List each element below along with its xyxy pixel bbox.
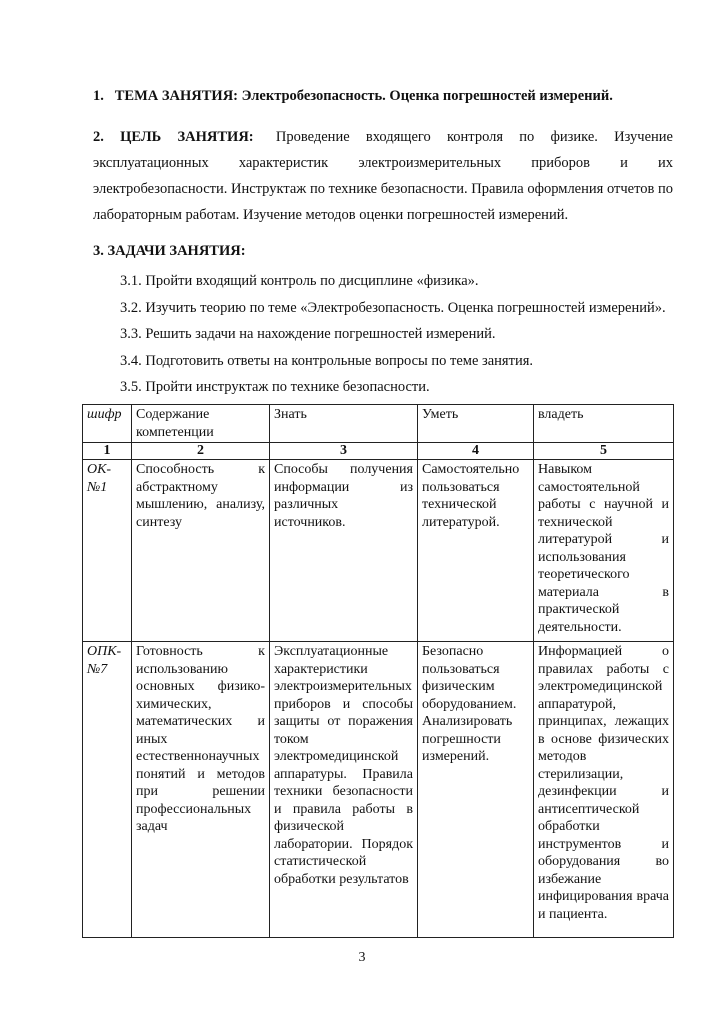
competency-master: Информацией о правилах работы с электромедицинской аппаратурой, принципах, лежащих в основе физических методов стерилизации, дезинфекции и антисептической обработки инструментов и оборудования во избежание инфицирования врача и пациента.	[534, 642, 674, 938]
goal-label: 2. ЦЕЛЬ ЗАНЯТИЯ:	[93, 129, 254, 145]
topic-label: ТЕМА ЗАНЯТИЯ:	[114, 88, 238, 104]
lesson-topic-heading	[93, 88, 673, 105]
competency-master: Навыком самостоятельной работы с научной и технической литературой и использования теоретического материала в практической деятельности.	[534, 460, 674, 642]
table-row	[83, 460, 674, 642]
header-master: владеть	[534, 405, 674, 443]
task-item: 3.3. Решить задачи на нахождение погрешностей измерений.	[120, 326, 496, 342]
table-number-row	[83, 443, 674, 460]
topic-text: Электробезопасность. Оценка погрешностей измерений.	[241, 88, 613, 104]
page-number: 3	[358, 950, 366, 965]
column-number: 2	[132, 443, 270, 460]
competency-content: Готовность к использованию основных физико-химических, математических и иных естественнонаучных понятий и методов при решении профессиональных задач	[132, 642, 270, 938]
topic-number: 1.	[93, 88, 104, 104]
competency-know: Способы получения информации из различных источников.	[270, 460, 418, 642]
column-number: 1	[83, 443, 132, 460]
column-number: 4	[418, 443, 534, 460]
competency-content: Способность к абстрактному мышлению, анализу, синтезу	[132, 460, 270, 642]
header-code: шифр	[83, 405, 132, 443]
tasks-heading: 3. ЗАДАЧИ ЗАНЯТИЯ:	[93, 243, 246, 259]
table-row	[83, 642, 674, 938]
competency-table	[82, 404, 674, 938]
table-header-row	[83, 405, 674, 443]
header-able: Уметь	[418, 405, 534, 443]
competency-know: Эксплуатационные характеристики электроизмерительных приборов и способы защиты от поражения током электромедицинской аппаратуры. Правила техники безопасности и правила работы в физической лаборатории. Порядок статистической обработки результатов	[270, 642, 418, 938]
competency-code: ОК-№1	[83, 460, 132, 642]
competency-code: ОПК-№7	[83, 642, 132, 938]
column-number: 5	[534, 443, 674, 460]
column-number: 3	[270, 443, 418, 460]
tasks-list	[120, 268, 680, 401]
competency-able: Безопасно пользоваться физическим оборудованием. Анализировать погрешности измерений.	[418, 642, 534, 938]
task-item: 3.1. Пройти входящий контроль по дисциплине «физика».	[120, 273, 479, 289]
lesson-goal	[93, 124, 673, 228]
goal-text: Проведение входящего контроля по физике. Изучение эксплуатационных характеристик электроизмерительных приборов и их электробезопасности. Инструктаж по технике безопасности. Правила оформления отчетов по лабораторным работам. Изучение методов оценки погрешностей измерений.	[93, 129, 673, 223]
header-know: Знать	[270, 405, 418, 443]
competency-able: Самостоятельно пользоваться технической литературой.	[418, 460, 534, 642]
task-item: 3.2. Изучить теорию по теме «Электробезопасность. Оценка погрешностей измерений».	[120, 299, 666, 316]
header-content: Содержание компетенции	[132, 405, 270, 443]
task-item: 3.5. Пройти инструктаж по технике безопасности.	[120, 379, 430, 395]
task-item: 3.4. Подготовить ответы на контрольные вопросы по теме занятия.	[120, 352, 533, 369]
